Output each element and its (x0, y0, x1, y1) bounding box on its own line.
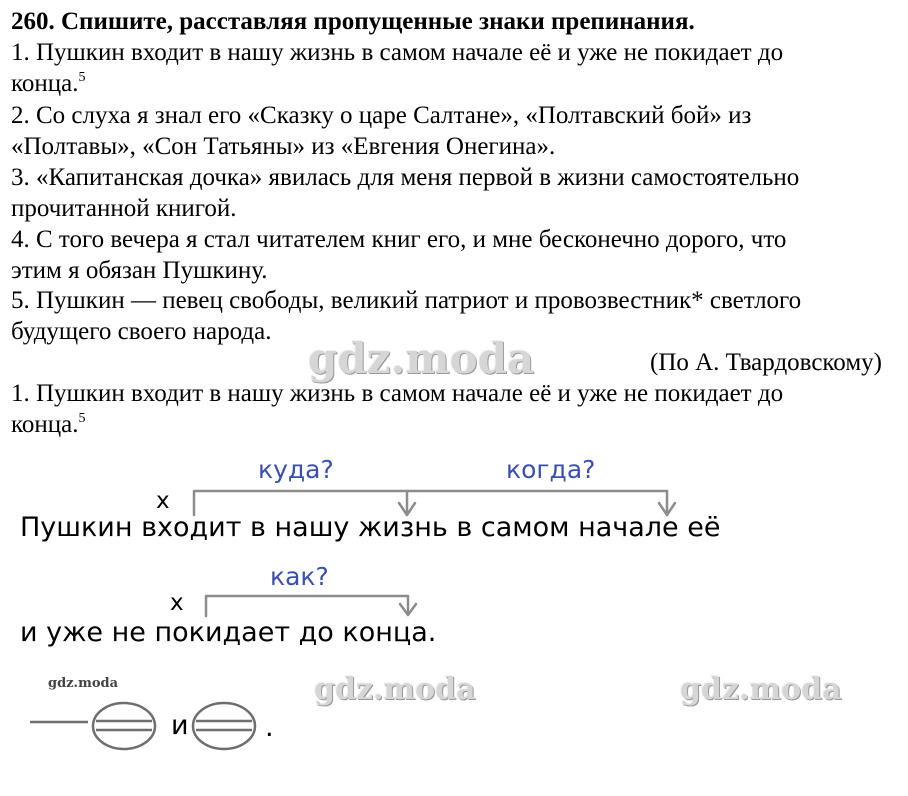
exercise-title: 260. Спишите, расставляя пропущенные знаки препинания. (11, 8, 695, 35)
sentence-2-line-2: «Полтавы», «Сон Татьяны» из «Евгения Онегина». (11, 133, 556, 160)
sentence-5-line-1: 5. Пушкин — певец свободы, великий патриот и провозвестник* светлого (11, 287, 802, 314)
footnote-mark: 5 (78, 70, 86, 85)
predicate-circle-icon (193, 703, 255, 749)
formula-conjunction: и (171, 710, 189, 741)
subject-mark-1: х (156, 488, 170, 514)
watermark-logo: gdz.moda (308, 334, 535, 383)
watermark-middle: gdz.moda (314, 672, 476, 707)
scheme-sentence-2: и уже не покидает до конца. (20, 617, 437, 648)
subject-mark-2: х (170, 590, 184, 616)
answer-line-2: конца.$^5$ (11, 411, 86, 438)
predicate-circle-icon (93, 703, 155, 749)
source-attribution: (По А. Твардовскому) (650, 349, 882, 376)
sentence-1-line-1: 1. Пушкин входит в нашу жизнь в самом начале её и уже не покидает до (11, 39, 784, 66)
sentence-1-line-2: конца.$^5$ (11, 70, 86, 97)
answer-footnote-mark: 5 (78, 411, 86, 426)
sentence-3-line-2: прочитанной книгой. (11, 195, 237, 222)
watermark-small: gdz.moda (48, 676, 119, 691)
sentence-4-line-2: этим я обязан Пушкину. (11, 257, 268, 284)
formula-period: . (265, 712, 274, 743)
question-kogda: когда? (506, 455, 596, 484)
answer-line-1: 1. Пушкин входит в нашу жизнь в самом начале её и уже не покидает до (11, 380, 784, 407)
bracket-row-2 (206, 596, 416, 616)
sentence-5-line-2: будущего своего народа. (11, 318, 272, 345)
question-kak: как? (270, 562, 329, 591)
sentence-4-line-1: 4. С того вечера я стал читателем книг его, и мне бесконечно дорого, что (11, 226, 787, 253)
question-kuda: куда? (258, 455, 334, 484)
scheme-sentence-1: Пушкин входит в нашу жизнь в самом начале её (20, 512, 721, 543)
sentence-3-line-1: 3. «Капитанская дочка» явилась для меня первой в жизни самостоятельно (11, 164, 800, 191)
sentence-2-line-1: 2. Со слуха я знал его «Сказку о царе Салтане», «Полтавский бой» из (11, 102, 752, 129)
watermark-right: gdz.moda (680, 672, 842, 707)
